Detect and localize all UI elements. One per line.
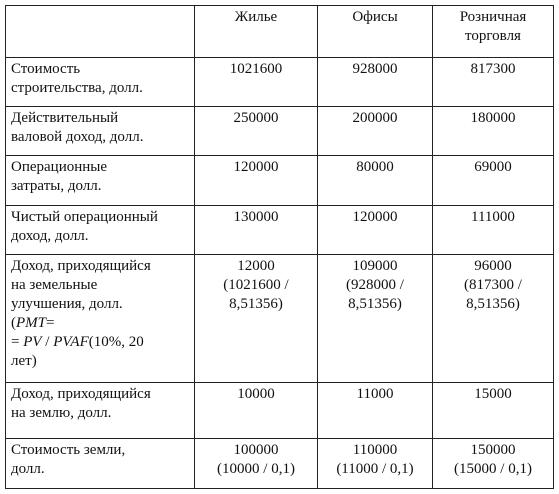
header-retail: Розничная торговля <box>433 6 554 58</box>
cell-offices: 120000 <box>318 206 433 255</box>
formula-line-1: (PMT= <box>11 315 55 331</box>
cell-offices: 109000 (928000 / 8,51356) <box>318 255 433 383</box>
cell-housing: 12000 (1021600 / 8,51356) <box>195 255 318 383</box>
header-empty-cell <box>6 6 195 58</box>
row-net-operating-income <box>6 206 554 255</box>
row-land-income <box>6 383 554 439</box>
cell-offices: 928000 <box>318 58 433 107</box>
cell-retail: 150000 (15000 / 0,1) <box>433 439 554 489</box>
cell-housing: 250000 <box>195 107 318 156</box>
cell-retail: 15000 <box>433 383 554 439</box>
cell-housing: 120000 <box>195 156 318 206</box>
cell-housing: 10000 <box>195 383 318 439</box>
cell-retail: 817300 <box>433 58 554 107</box>
row-operating-costs <box>6 156 554 206</box>
cell-offices: 80000 <box>318 156 433 206</box>
cell-retail: 96000 (817300 / 8,51356) <box>433 255 554 383</box>
row-land-value <box>6 439 554 489</box>
row-construction-cost <box>6 58 554 107</box>
row-label: Операционные затраты, долл. <box>6 156 195 206</box>
row-label: Стоимость строительства, долл. <box>6 58 195 107</box>
formula-line-2: = PV / PVAF(10%, 20 <box>11 334 144 350</box>
cell-offices: 110000 (11000 / 0,1) <box>318 439 433 489</box>
header-offices: Офисы <box>318 6 433 58</box>
cell-housing: 100000 (10000 / 0,1) <box>195 439 318 489</box>
header-housing: Жилье <box>195 6 318 58</box>
document-page <box>5 5 553 488</box>
row-building-income <box>6 255 554 383</box>
cell-retail: 180000 <box>433 107 554 156</box>
row-label: Стоимость земли, долл. <box>6 439 195 489</box>
row-label: Чистый операционный доход, долл. <box>6 206 195 255</box>
header-row <box>6 6 554 58</box>
row-label: Доход, приходящийся на землю, долл. <box>6 383 195 439</box>
land-valuation-table <box>5 5 554 489</box>
cell-offices: 200000 <box>318 107 433 156</box>
row-gross-income <box>6 107 554 156</box>
cell-retail: 69000 <box>433 156 554 206</box>
cell-retail: 111000 <box>433 206 554 255</box>
row-label: Доход, приходящийся на земельные улучшения, долл. (PMT= = PV / PVAF(10%, 20 лет) <box>6 255 195 383</box>
cell-offices: 11000 <box>318 383 433 439</box>
row-label: Действительный валовой доход, долл. <box>6 107 195 156</box>
cell-housing: 1021600 <box>195 58 318 107</box>
cell-housing: 130000 <box>195 206 318 255</box>
